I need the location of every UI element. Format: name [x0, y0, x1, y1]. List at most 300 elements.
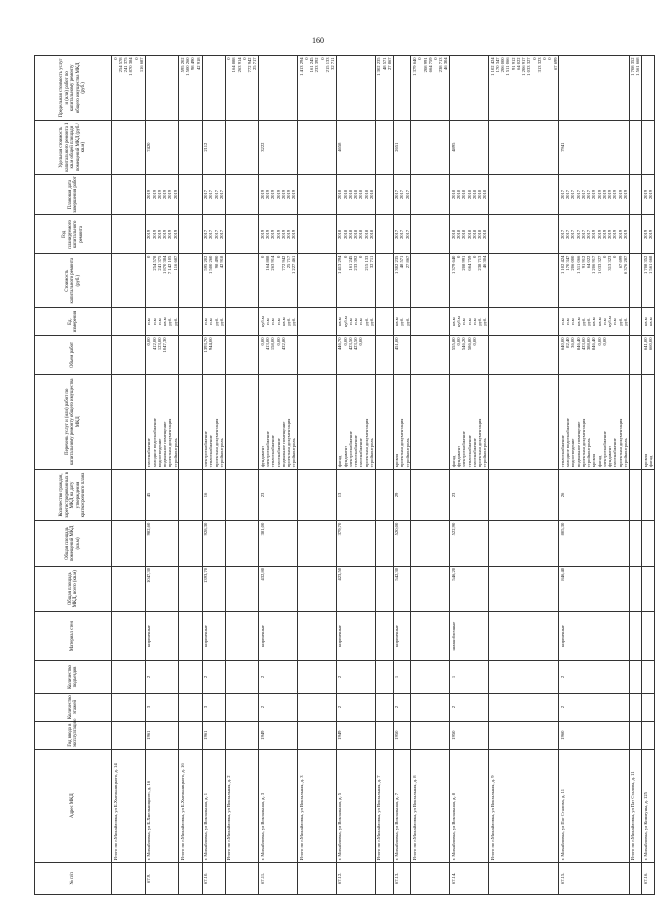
- unit-value-cell: [336, 308, 375, 336]
- empty-cell: [225, 374, 259, 469]
- empty-cell: [298, 308, 337, 336]
- total-area-cell: [642, 566, 655, 611]
- work-item-cell: [642, 374, 655, 469]
- unit-value: кв.м: [280, 317, 286, 326]
- empty-cell: [298, 469, 337, 521]
- end-date-value: 2018: [456, 189, 462, 200]
- unit-value: руб.: [368, 317, 374, 326]
- volume-value: 0,00: [342, 337, 348, 346]
- limit-value: 664 759: [427, 57, 433, 73]
- unit-value: руб.: [617, 317, 623, 326]
- address-cell: Итого по г.Михайловка, ул Вокзальная, д. 3: [298, 749, 337, 862]
- limit-value-cell: [179, 56, 202, 121]
- limit-value-cell: [112, 56, 146, 121]
- column-header: Количество этажей: [35, 693, 112, 721]
- material-cell: кирпичные: [393, 611, 411, 661]
- empty-cell: [298, 566, 337, 611]
- row-number-cell: [375, 862, 393, 894]
- empty-cell: [489, 611, 559, 661]
- empty-cell: [112, 374, 146, 469]
- work-item: холодное водоснабжение: [151, 418, 157, 468]
- cost-value: 1 379 640: [450, 255, 456, 275]
- empty-cell: [375, 308, 393, 336]
- residents-cell: 26: [559, 469, 629, 521]
- unit-value: куб.м: [456, 316, 462, 328]
- cost-value: 1 561 668: [648, 255, 654, 275]
- cost-value: 238 713: [477, 255, 483, 271]
- cost-value: 208 991: [461, 255, 467, 271]
- cost-value: 206 000: [570, 255, 576, 271]
- residents-cell: 23: [450, 469, 489, 521]
- empty-cell: [179, 215, 202, 254]
- empty-cell: [298, 611, 337, 661]
- unit-value-cell: [202, 308, 225, 336]
- empty-cell: [489, 521, 559, 566]
- material-cell: кирпичные: [559, 611, 629, 661]
- floors-cell: 2: [259, 693, 298, 721]
- limit-value-cell: [489, 56, 559, 121]
- empty-cell: [489, 374, 559, 469]
- empty-cell: [375, 215, 393, 254]
- plan-year-value: 2018: [337, 229, 343, 239]
- material-cell: кирпичные: [145, 611, 179, 661]
- cost-value-cell: [642, 254, 655, 308]
- premises-area-cell: 381,00: [259, 521, 298, 566]
- year-cell: 1950: [450, 721, 489, 749]
- plan-year-value: 2017: [575, 229, 581, 239]
- plan-year-value: 2018: [353, 229, 359, 239]
- work-item: электроснабжение: [347, 431, 353, 468]
- empty-cell: [179, 661, 202, 693]
- table-body: [112, 56, 655, 895]
- cost-value: 7 142 105: [167, 255, 173, 275]
- empty-cell: [629, 374, 642, 469]
- empty-cell: [629, 611, 642, 661]
- cost-value: 263 914: [270, 255, 276, 271]
- row-number-cell: 67.16.: [642, 862, 655, 894]
- work-item: электроснабжение: [601, 431, 607, 468]
- end-date-value-cell: [259, 174, 298, 215]
- end-date-value: 2018: [337, 189, 343, 200]
- end-date-value: 2019: [172, 189, 178, 200]
- end-date-value: 2018: [363, 189, 369, 200]
- work-item: электроснабжение: [203, 431, 209, 468]
- end-date-value: 2018: [461, 189, 467, 200]
- empty-cell: [225, 521, 259, 566]
- entrances-cell: 2: [259, 661, 298, 693]
- limit-value-cell: [393, 56, 411, 121]
- subtotal-row: [411, 56, 450, 895]
- end-date-value: 2019: [601, 189, 607, 200]
- work-item: газоснабжение: [358, 438, 364, 468]
- end-date-value: 2019: [167, 189, 173, 200]
- limit-value: 0: [303, 57, 309, 60]
- volume-value: 158,00: [270, 337, 276, 351]
- limit-value: 170 347: [494, 57, 500, 73]
- unit-value: руб.: [399, 317, 405, 326]
- total-area-cell: 423,50: [336, 566, 375, 611]
- plan-year-value: 2018: [456, 229, 462, 239]
- work-item: газоснабжение: [275, 438, 281, 468]
- unit-value: п.м: [358, 318, 364, 325]
- volume-value: 944,00: [208, 337, 214, 351]
- work-item-cell: [145, 374, 179, 469]
- cost-value: 46 304: [482, 255, 488, 269]
- material-cell: кирпичные: [202, 611, 225, 661]
- empty-cell: [411, 469, 450, 521]
- year-cell: 1950: [393, 721, 411, 749]
- column-header: Материал стен: [35, 611, 112, 661]
- row-number-cell: [225, 862, 259, 894]
- limit-value: 32 711: [330, 57, 336, 70]
- plan-year-value: 2019: [151, 229, 157, 239]
- cost-value: 25 717: [285, 255, 291, 269]
- total-area-cell: 1393,70: [202, 566, 225, 611]
- unit-value: руб.: [580, 317, 586, 326]
- empty-cell: [411, 611, 450, 661]
- unit-value: кв.м: [591, 317, 597, 326]
- residents-cell: 23: [259, 469, 298, 521]
- limit-value-cell: [629, 56, 642, 121]
- entrances-cell: 2: [559, 661, 629, 693]
- address-cell: г. Михайловка, ул Вокзальная, д. 5: [336, 749, 375, 862]
- end-date-value: 2019: [285, 189, 291, 200]
- volume-value: 640,00: [559, 337, 565, 351]
- work-item: подвальное помещение: [280, 421, 286, 468]
- entrances-cell: 2: [336, 661, 375, 693]
- volume-value-cell: [393, 336, 411, 375]
- limit-value: 233 392: [314, 57, 320, 73]
- volume-value: 0,00: [146, 337, 152, 346]
- floors-cell: 2: [393, 693, 411, 721]
- limit-value: 25 717: [252, 57, 258, 71]
- building-row: [642, 56, 655, 895]
- limit-value: 67 699: [552, 57, 558, 71]
- work-item: фасад: [648, 455, 654, 468]
- empty-cell: [411, 254, 450, 308]
- plan-year-value: 2019: [291, 229, 297, 239]
- limit-value: 1 302 235: [376, 57, 382, 76]
- row-number-cell: 67.9.: [145, 862, 179, 894]
- cost-value-cell: [336, 254, 375, 308]
- work-item: стройконтроль: [482, 438, 488, 468]
- limit-value: 1 033 327: [526, 57, 532, 76]
- address-cell: Итого по г.Михайловка, ул Вокзальная, д. 2: [225, 749, 259, 862]
- plan-year-value: 2019: [167, 229, 173, 239]
- limit-value: 0: [133, 57, 139, 60]
- residents-cell: 16: [202, 469, 225, 521]
- unit-value: п.м: [559, 318, 565, 325]
- end-date-value-cell: [559, 174, 629, 215]
- empty-cell: [411, 308, 450, 336]
- unit-value: кв.м: [394, 317, 400, 326]
- empty-cell: [112, 611, 146, 661]
- work-item: газоснабжение: [146, 438, 152, 468]
- end-date-value: 2017: [213, 189, 219, 200]
- work-item-cell: [559, 374, 629, 469]
- work-item: стройконтроль: [368, 438, 374, 468]
- work-item: проектная документация: [213, 418, 219, 468]
- empty-cell: [179, 521, 202, 566]
- work-item: газоснабжение: [471, 438, 477, 468]
- end-date-value: 2019: [612, 189, 618, 200]
- premises-area-cell: 805,30: [559, 521, 629, 566]
- unit-value: п.м: [146, 318, 152, 325]
- work-item: фундамент: [259, 445, 265, 468]
- volume-value: 123,00: [156, 337, 162, 351]
- cost-value-cell: [450, 254, 489, 308]
- volume-value: 0,00: [259, 337, 265, 346]
- plan-year-value: 2018: [482, 229, 488, 239]
- volume-value: 546,20: [461, 337, 467, 351]
- work-item: стройконтроль: [172, 438, 178, 468]
- empty-cell: [629, 174, 642, 215]
- work-item: проектная документация: [580, 418, 586, 468]
- empty-cell: [411, 374, 450, 469]
- work-item: электроснабжение: [461, 431, 467, 468]
- floors-cell: 3: [202, 693, 225, 721]
- end-date-value: 2019: [151, 189, 157, 200]
- empty-cell: [411, 521, 450, 566]
- building-row: [145, 56, 179, 895]
- empty-cell: [375, 721, 393, 749]
- year-cell: 1949: [336, 721, 375, 749]
- row-number-cell: [411, 862, 450, 894]
- empty-cell: [298, 174, 337, 215]
- plan-year-value: 2017: [570, 229, 576, 239]
- unit-value: куб.м: [342, 316, 348, 328]
- end-date-value: 2019: [622, 189, 628, 200]
- cost-value: 1 302 235: [394, 255, 400, 275]
- work-item: кровля: [591, 453, 597, 468]
- cost-value: 164 888: [265, 255, 271, 271]
- empty-cell: [411, 693, 450, 721]
- empty-cell: [375, 661, 393, 693]
- building-row: [450, 56, 489, 895]
- limit-value-cell: [145, 56, 179, 121]
- material-cell: кирпичные: [259, 611, 298, 661]
- unit-value: кв.м: [450, 317, 456, 326]
- column-header: Год ввода в эксплуатацию: [35, 721, 112, 749]
- column-header: Перечень услуг и (или) работ по капитальному ремонту общего имущества МКД: [35, 374, 112, 469]
- cost-value: 664 759: [466, 255, 472, 271]
- building-row: [259, 56, 298, 895]
- unit-value: п.м: [270, 318, 276, 325]
- limit-value-cell: [336, 56, 375, 121]
- volume-value: 432,80: [280, 337, 286, 351]
- column-header: Количество граждан, зарегистрированных в МКД на дату утверждения краткосрочного плана: [35, 469, 112, 521]
- column-header: Удельная стоимость капитального ремонта 1 кв.м общей площади помещений МКД (руб./кв.м): [35, 120, 112, 174]
- column-header: Количество подъездов: [35, 661, 112, 693]
- cost-value-cell: [145, 254, 179, 308]
- empty-cell: [489, 215, 559, 254]
- work-item: фундамент: [342, 445, 348, 468]
- volume-value: 0,00: [358, 337, 364, 346]
- limit-value: 1 870 384: [128, 57, 134, 76]
- work-item: проектная документация: [617, 418, 623, 468]
- address-cell: Итого по г.Михайловка, ул Вокзальная, д. 9: [489, 749, 559, 862]
- work-item-cell: [259, 374, 298, 469]
- address-cell: г. Михайловка, ул Вокзальная, д. 7: [393, 749, 411, 862]
- work-item: водоотведение: [570, 438, 576, 468]
- cost-value: 1 511 066: [575, 255, 581, 274]
- address-cell: г. Михайловка, ул Вокзальная, д. 3: [259, 749, 298, 862]
- empty-cell: [489, 308, 559, 336]
- end-date-value: 2017: [404, 189, 410, 200]
- empty-cell: [225, 254, 259, 308]
- floors-cell: 3: [145, 693, 179, 721]
- end-date-value-cell: [450, 174, 489, 215]
- building-row: [559, 56, 629, 895]
- volume-value: 0,00: [471, 337, 477, 346]
- end-date-value: 2018: [342, 189, 348, 200]
- end-date-value: 2017: [218, 189, 224, 200]
- end-date-value: 2019: [259, 189, 265, 200]
- empty-cell: [179, 336, 202, 375]
- unit-value: кв.м: [648, 317, 654, 326]
- cost-value: 1 206 917: [591, 255, 597, 275]
- unit-value: руб.: [213, 317, 219, 326]
- volume-value: 412,00: [151, 337, 157, 351]
- volume-value: 0,00: [601, 337, 607, 346]
- column-header: Объем работ: [35, 336, 112, 375]
- unit-value: п.м: [203, 318, 209, 325]
- work-item: теплоснабжение: [270, 435, 276, 468]
- plan-year-value-cell: [393, 215, 411, 254]
- limit-value: 0: [112, 57, 118, 60]
- year-cell: 1961: [145, 721, 179, 749]
- subtotal-row: [375, 56, 393, 895]
- empty-cell: [629, 693, 642, 721]
- work-item: стройконтроль: [404, 438, 410, 468]
- residents-cell: 45: [145, 469, 179, 521]
- total-area-cell: 1047,30: [145, 566, 179, 611]
- work-item: холодное водоснабжение: [565, 418, 571, 468]
- empty-cell: [225, 215, 259, 254]
- row-number-cell: 67.11.: [259, 862, 298, 894]
- plan-year-value-cell: [559, 215, 629, 254]
- end-date-value: 2019: [596, 189, 602, 200]
- end-date-value-cell: [145, 174, 179, 215]
- empty-cell: [225, 469, 259, 521]
- residents-cell: 13: [336, 469, 375, 521]
- premises-area-cell: 928,30: [202, 521, 225, 566]
- empty-cell: [298, 374, 337, 469]
- limit-value: 1 102 424: [489, 57, 495, 76]
- address-cell: г. Михайловка, ул Б.Хмельницкого, д. 16: [145, 749, 179, 862]
- end-date-value: 2017: [586, 189, 592, 200]
- total-area-cell: 846,40: [559, 566, 629, 611]
- plan-year-value: 2017: [404, 229, 410, 239]
- work-item: электроснабжение: [265, 431, 271, 468]
- unit-value: п.м: [265, 318, 271, 325]
- plan-year-value: 2019: [270, 229, 276, 239]
- column-header: Предельная стоимость услуг и (или) работ по капитальному ремонту общего имущества МКД (руб.): [35, 56, 112, 121]
- unit-cost-cell: 4895: [450, 120, 489, 174]
- empty-cell: [489, 254, 559, 308]
- volume-value: 446,70: [337, 337, 343, 351]
- empty-cell: [225, 336, 259, 375]
- limit-value: 1 413 294: [298, 57, 304, 76]
- unit-cost-cell: 7941: [559, 120, 629, 174]
- subtotal-row: [489, 56, 559, 895]
- plan-year-value: 2017: [394, 229, 400, 239]
- plan-year-value: 2017: [399, 229, 405, 239]
- volume-value: 0,00: [456, 337, 462, 346]
- cost-value: 48 571: [399, 255, 405, 269]
- end-date-value-cell: [336, 174, 375, 215]
- limit-value-cell: [450, 56, 489, 121]
- empty-cell: [629, 521, 642, 566]
- end-date-value: 2019: [591, 189, 597, 200]
- unit-value: п.м: [570, 318, 576, 325]
- plan-year-value: 2019: [601, 229, 607, 239]
- cost-value-cell: [202, 254, 225, 308]
- volume-value-cell: [259, 336, 298, 375]
- unit-value: п.м: [471, 318, 477, 325]
- empty-cell: [112, 308, 146, 336]
- plan-year-value: 2019: [265, 229, 271, 239]
- empty-cell: [112, 661, 146, 693]
- cost-value: 0: [471, 255, 477, 258]
- total-area-cell: 546,20: [450, 566, 489, 611]
- plan-year-value: 2018: [450, 229, 456, 239]
- end-date-value: 2018: [466, 189, 472, 200]
- row-number-cell: [489, 862, 559, 894]
- column-header: Общая площадь МКД, всего (кв.м): [35, 566, 112, 611]
- plan-year-value: 2017: [213, 229, 219, 239]
- plan-year-value: 2018: [477, 229, 483, 239]
- work-item: стройконтроль: [291, 438, 297, 468]
- unit-value-cell: [642, 308, 655, 336]
- work-item: подвальное помещение: [162, 421, 168, 468]
- unit-value: руб.: [218, 317, 224, 326]
- work-item: газоснабжение: [612, 438, 618, 468]
- plan-year-value: 2017: [203, 229, 209, 239]
- plan-year-value: 2019: [607, 229, 613, 239]
- year-cell: 1961: [202, 721, 225, 749]
- volume-value: 413,00: [265, 337, 271, 351]
- empty-cell: [179, 374, 202, 469]
- empty-cell: [112, 566, 146, 611]
- limit-value: 206 000: [500, 57, 506, 73]
- empty-cell: [298, 661, 337, 693]
- work-item: фундамент: [607, 445, 613, 468]
- column-header: Плановая дата завершения работ: [35, 174, 112, 215]
- empty-cell: [411, 215, 450, 254]
- end-date-value: 2018: [347, 189, 353, 200]
- volume-value-cell: [642, 336, 655, 375]
- cost-value: 0: [612, 255, 618, 258]
- rotated-table-wrapper: [34, 55, 654, 895]
- empty-cell: [375, 521, 393, 566]
- address-cell: Итого по г.Михайловка, ул Б.Хмельницкого, д. 14: [112, 749, 146, 862]
- column-header: Общая площадь помещений МКД (кв.м): [35, 521, 112, 566]
- empty-cell: [375, 174, 393, 215]
- cost-value: 0: [342, 255, 348, 258]
- cost-value-cell: [559, 254, 629, 308]
- address-cell: Итого по г.Михайловка, ул Б.Хмельницкого, д. 16: [179, 749, 202, 862]
- empty-cell: [375, 336, 393, 375]
- empty-cell: [112, 693, 146, 721]
- limit-value: 0: [531, 57, 537, 60]
- cost-value: 0: [275, 255, 281, 258]
- work-item: стройконтроль: [218, 438, 224, 468]
- address-cell: г. Михайловка, ул Коммуны, д. 125: [642, 749, 655, 862]
- plan-year-value: 2019: [156, 229, 162, 239]
- volume-value: 846,40: [591, 337, 597, 351]
- cost-value: 1 708 352: [642, 255, 648, 275]
